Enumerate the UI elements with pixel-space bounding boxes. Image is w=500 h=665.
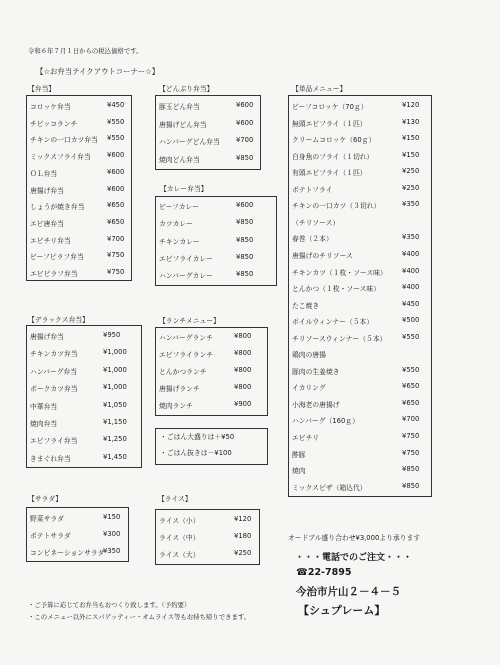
item-price: ¥700	[107, 234, 125, 243]
menu-row	[156, 266, 276, 282]
item-name: コンビネーションサラダ	[30, 549, 105, 557]
rice-note-line: ・ごはん大盛りは＋¥50	[160, 433, 235, 441]
item-name: 焼肉	[292, 467, 306, 476]
curry-box	[155, 196, 277, 286]
item-name: ハンバーグどん弁当	[159, 138, 220, 146]
menu-row	[156, 249, 276, 265]
item-name: とんかつ（１枚・ソース味）	[292, 285, 381, 294]
item-price: ¥150	[402, 150, 420, 159]
item-name: ミックスフライ弁当	[30, 153, 91, 162]
menu-row	[156, 132, 260, 148]
item-price: ¥850	[402, 481, 420, 490]
menu-row	[289, 478, 431, 494]
item-price: ¥600	[236, 118, 254, 127]
item-name: 野菜サラダ	[30, 515, 64, 523]
item-name: しょうが焼き弁当	[30, 203, 85, 212]
menu-row	[27, 431, 141, 447]
item-name: チリソースウィンナー（５本）	[292, 334, 387, 343]
item-name: ライス（小）	[159, 517, 200, 525]
item-price: ¥450	[402, 299, 420, 308]
menu-row	[289, 362, 431, 378]
phone-order-label: ・・・電話でのご注文・・・	[295, 553, 413, 563]
menu-row	[289, 445, 431, 461]
menu-row	[27, 197, 131, 213]
menu-row	[289, 196, 431, 212]
item-name: 豚肉の生姜焼き	[292, 367, 340, 376]
item-name: ビーフコロッケ（70ｇ）	[292, 103, 368, 111]
item-price: ¥600	[107, 151, 125, 160]
shop-address: 今治市片山２－４－５	[296, 586, 401, 598]
item-price: ¥300	[103, 530, 121, 538]
item-name: ライス（大）	[159, 551, 200, 559]
item-price: ¥850	[236, 153, 254, 162]
menu-row	[27, 247, 131, 263]
item-price: ¥150	[402, 134, 420, 143]
item-price: ¥1,450	[103, 452, 127, 461]
item-price: ¥650	[402, 382, 420, 391]
menu-row	[27, 130, 131, 146]
item-price: ¥900	[234, 400, 252, 409]
item-price: ¥400	[402, 283, 420, 292]
menu-row	[289, 114, 431, 130]
item-name: 白身魚のフライ（１切れ）	[292, 152, 374, 161]
deluxe-heading: 【デラックス弁当】	[28, 316, 89, 324]
item-name: ハンバーグ（160ｇ）	[292, 417, 359, 426]
bento-box	[26, 95, 132, 281]
item-price: ¥180	[234, 532, 252, 540]
item-name: クリームコロッケ（60ｇ）	[292, 136, 376, 145]
menu-row	[289, 395, 431, 411]
item-name: 小海老の唐揚げ	[292, 400, 340, 409]
item-price: ¥750	[107, 268, 125, 276]
item-price: ¥950	[103, 331, 121, 339]
item-price: ¥650	[402, 398, 420, 407]
item-price: ¥600	[236, 101, 254, 109]
menu-row	[156, 150, 260, 166]
item-name: 春巻（２本）	[292, 235, 333, 244]
item-name: たこ焼き	[292, 301, 320, 310]
rice-box	[155, 509, 260, 565]
item-price: ¥250	[402, 167, 420, 176]
menu-row	[289, 345, 431, 361]
item-price: ¥400	[402, 266, 420, 275]
menu-row	[156, 545, 259, 561]
menu-row	[27, 327, 141, 343]
menu-row	[27, 214, 131, 230]
item-price: ¥600	[107, 184, 125, 193]
item-name: チキンカツ（１枚・ソース味）	[292, 268, 387, 277]
menu-row	[27, 362, 141, 378]
item-price: ¥450	[107, 101, 125, 109]
item-price: ¥550	[402, 365, 420, 374]
menu-row	[156, 345, 267, 361]
menu-row	[27, 397, 141, 413]
menu-row	[156, 97, 260, 113]
item-price: ¥550	[107, 134, 125, 143]
item-name: エビフライランチ	[159, 351, 214, 360]
item-name: コロッケ弁当	[30, 103, 71, 111]
item-name: 焼肉弁当	[30, 420, 58, 428]
item-name: エビチリ弁当	[30, 236, 71, 245]
item-price: ¥1,250	[103, 435, 127, 444]
item-price: ¥550	[107, 117, 125, 126]
menu-row	[27, 543, 128, 559]
menu-row	[27, 181, 131, 197]
item-name: チキンカレー	[159, 237, 200, 246]
menu-row	[289, 378, 431, 394]
item-price: ¥800	[234, 332, 252, 340]
menu-row	[289, 163, 431, 179]
item-price: ¥550	[402, 332, 420, 341]
lunch-box	[155, 327, 268, 416]
menu-row	[289, 461, 431, 477]
menu-row	[156, 362, 267, 378]
menu-row	[27, 379, 141, 395]
item-name: ハンバーグカレー	[159, 272, 213, 281]
item-name: チキンの一口カツ弁当	[30, 136, 98, 145]
menu-row	[27, 509, 128, 525]
item-price: ¥350	[103, 547, 121, 555]
curry-heading: 【カレー弁当】	[160, 185, 208, 193]
item-price: ¥800	[234, 349, 252, 358]
item-price: ¥600	[107, 167, 125, 176]
item-name: 唐揚げランチ	[159, 385, 200, 394]
item-name: エビフライ弁当	[30, 437, 78, 446]
menu-row	[289, 130, 431, 146]
item-name: 豚玉どん弁当	[159, 103, 200, 111]
item-price: ¥120	[234, 515, 252, 523]
menu-row	[289, 279, 431, 295]
item-name: ビーフピラフ弁当	[30, 253, 84, 262]
item-price: ¥850	[236, 235, 254, 244]
item-price: ¥250	[234, 549, 252, 557]
item-price: ¥130	[402, 117, 420, 126]
menu-row	[156, 115, 260, 131]
item-price: ¥1,050	[103, 400, 127, 409]
menu-row	[289, 263, 431, 279]
item-name: ポークカツ弁当	[30, 385, 78, 394]
item-price: ¥750	[402, 448, 420, 457]
item-name: （チリソース）	[292, 218, 340, 227]
menu-row	[27, 147, 131, 163]
item-price: ¥800	[234, 383, 252, 392]
item-price: ¥1,000	[103, 348, 127, 357]
menu-row	[156, 328, 267, 344]
item-name: エビフライカレー	[159, 254, 213, 263]
price-note: 令和６年７月１日からの税込価格です。	[28, 47, 143, 55]
item-price: ¥350	[402, 233, 420, 242]
item-price: ¥500	[402, 316, 420, 325]
menu-row	[289, 411, 431, 427]
item-name: チビッコランチ	[30, 119, 78, 128]
item-name: きまぐれ弁当	[30, 454, 71, 463]
menu-row	[289, 296, 431, 312]
deluxe-box	[26, 325, 142, 468]
salad-box	[26, 507, 129, 562]
item-name: 唐揚げのチリソース	[292, 251, 353, 260]
lunch-heading: 【ランチメニュー】	[159, 317, 220, 325]
menu-row	[156, 214, 276, 230]
menu-row	[27, 449, 141, 465]
item-name: イカリング	[292, 384, 326, 393]
platter-note: オードブル盛り合わせ¥3,000より承ります	[288, 534, 421, 542]
item-price: ¥150	[103, 513, 121, 521]
item-name: 有頭エビフライ（１匹）	[292, 169, 367, 178]
item-price: ¥700	[402, 415, 420, 424]
menu-row	[289, 312, 431, 328]
menu-row	[289, 229, 431, 245]
menu-row	[156, 511, 259, 527]
item-price: ¥250	[402, 183, 420, 192]
menu-row	[289, 180, 431, 196]
item-price: ¥800	[234, 366, 252, 375]
donburi-heading: 【どんぶり弁当】	[159, 85, 214, 93]
item-name: エビチリ	[292, 434, 320, 442]
menu-row	[27, 114, 131, 130]
item-price: ¥400	[402, 249, 420, 258]
menu-row	[156, 396, 267, 412]
item-price: ¥350	[402, 200, 420, 209]
footnote: ・ご予算に応じてお弁当もおつくり致します。（予約要）	[28, 601, 191, 609]
single-heading: 【単品メニュー】	[292, 85, 347, 93]
item-name: カツカレー	[159, 220, 193, 229]
item-price: ¥850	[236, 218, 254, 227]
menu-row	[27, 264, 131, 280]
menu-row	[289, 213, 431, 229]
item-name: チキンカツ弁当	[30, 350, 78, 359]
menu-row	[289, 246, 431, 262]
single-box	[288, 95, 432, 497]
footnote: ・このメニュー以外にスパゲッティー・オムライス等もお持ち帰りできます。	[28, 613, 251, 621]
menu-row	[27, 344, 141, 360]
item-name: ハンバーグ弁当	[30, 367, 78, 376]
menu-row	[289, 329, 431, 345]
phone-number: ☎22-7895	[296, 567, 352, 578]
rice-note-line: ・ごはん抜きは－¥100	[160, 449, 232, 457]
item-price: ¥120	[402, 101, 420, 109]
item-name: ビーフカレー	[159, 203, 200, 211]
menu-row	[156, 197, 276, 213]
menu-row	[27, 414, 141, 430]
item-name: ボイルウィンナー（５本）	[292, 318, 374, 327]
item-price: ¥1,000	[103, 383, 127, 392]
item-name: ライス（中）	[159, 534, 200, 542]
item-name: 無頭エビフライ（１匹）	[292, 119, 367, 128]
item-price: ¥1,150	[103, 418, 127, 426]
item-name: ＯＬ弁当	[30, 169, 58, 178]
salad-heading: 【サラダ】	[28, 495, 63, 503]
item-price: ¥1,000	[103, 365, 127, 374]
menu-row	[289, 428, 431, 444]
item-name: とんかつランチ	[159, 368, 207, 377]
item-name: 唐揚げ弁当	[30, 186, 64, 195]
item-price: ¥850	[236, 270, 254, 279]
item-name: 酢豚	[292, 450, 306, 459]
menu-row	[156, 528, 259, 544]
shop-name: 【シュプレーム】	[298, 604, 386, 617]
donburi-box	[155, 95, 261, 170]
menu-row	[27, 97, 131, 113]
item-name: 焼肉どん弁当	[159, 155, 200, 164]
menu-row	[27, 526, 128, 542]
item-price: ¥850	[236, 252, 254, 261]
menu-row	[27, 164, 131, 180]
menu-row	[156, 232, 276, 248]
item-name: 中華弁当	[30, 402, 58, 411]
item-name: ポテトフライ	[292, 185, 333, 194]
item-name: 焼肉ランチ	[159, 402, 193, 411]
item-price: ¥650	[107, 217, 125, 226]
item-price: ¥650	[107, 201, 125, 210]
item-name: チキンの一口カツ（３切れ）	[292, 202, 381, 211]
item-name: ハンバーグランチ	[159, 334, 213, 342]
bento-heading: 【弁当】	[28, 85, 56, 93]
item-name: エビピラフ弁当	[30, 270, 78, 278]
menu-row	[289, 97, 431, 113]
item-price: ¥750	[402, 432, 420, 440]
menu-row	[156, 379, 267, 395]
item-name: ミックスピザ（箱込代）	[292, 483, 367, 492]
item-name: 鶏肉の唐揚	[292, 351, 326, 360]
item-name: 唐揚げどん弁当	[159, 120, 207, 129]
item-name: エビ唐弁当	[30, 219, 64, 228]
page-title: 【☆お弁当テイクアウトコーナー☆】	[36, 67, 160, 76]
item-name: ポテトサラダ	[30, 532, 71, 540]
item-price: ¥850	[402, 465, 420, 474]
rice-heading: 【ライス】	[158, 495, 192, 503]
menu-row	[289, 147, 431, 163]
item-name: 唐揚げ弁当	[30, 333, 64, 341]
item-price: ¥600	[236, 201, 254, 209]
item-price: ¥700	[236, 136, 254, 144]
item-price: ¥750	[107, 251, 125, 260]
menu-row	[27, 231, 131, 247]
rice-note-box	[155, 428, 268, 465]
